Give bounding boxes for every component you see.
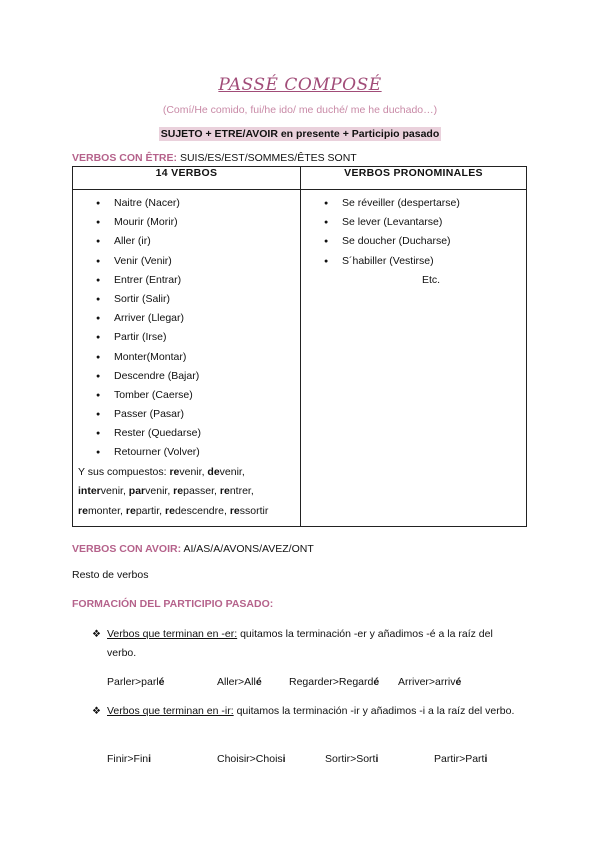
- rule-er-text: quitamos la terminación -er y añadimos -é a la raíz del verbo.: [107, 628, 493, 659]
- compuesto-word: redescendre: [165, 504, 224, 517]
- verb-list-item: ● Arriver (Llegar): [74, 309, 299, 328]
- verbs-list: [74, 194, 299, 463]
- verb-list-item: ● Monter(Montar): [74, 348, 299, 367]
- col-header-pronominales: VERBOS PRONOMINALES: [301, 167, 527, 190]
- compuesto-word: devenir: [207, 465, 242, 478]
- cell-pronominales: [301, 190, 527, 527]
- compuestos-intro: Y sus compuestos:: [78, 465, 170, 478]
- page-title: PASSÉ COMPOSÉ: [218, 75, 382, 95]
- verb-list-item: ● Entrer (Entrar): [74, 271, 299, 290]
- verb-list-item: ● Aller (ir): [74, 232, 299, 251]
- table-header-row: [73, 167, 527, 190]
- participle-example: Arriver>arrivé: [398, 676, 462, 688]
- verb-list-item: ● Tomber (Caerse): [74, 386, 299, 405]
- verb-list-item: ● Sortir (Salir): [74, 290, 299, 309]
- verb-list-item: ● Retourner (Volver): [74, 443, 299, 462]
- diamond-bullet-icon: ❖: [92, 629, 101, 640]
- compuesto-word: repartir: [125, 504, 160, 517]
- compuesto-word: repasser: [173, 485, 215, 498]
- participle-example: Partir>Parti: [434, 753, 488, 765]
- verb-list-item: ● Mourir (Morir): [74, 213, 299, 232]
- pronominal-list: [302, 194, 525, 271]
- compuesto-word: revenir: [169, 465, 202, 478]
- resto-text: Resto de verbos: [72, 569, 149, 581]
- avoir-forms: AI/AS/A/AVONS/AVEZ/ONT: [183, 543, 314, 555]
- pronominal-list-item: ● Se lever (Levantarse): [302, 213, 525, 232]
- cell-14-verbos: [73, 190, 301, 527]
- compuesto-word: remonter: [78, 504, 121, 517]
- rule-ir-heading: Verbos que terminan en -ir:: [107, 705, 234, 717]
- verb-list-item: ● Rester (Quedarse): [74, 424, 299, 443]
- col-header-14-verbos: 14 VERBOS: [73, 167, 301, 190]
- verb-list-item: ● Partir (Irse): [74, 328, 299, 347]
- pronominal-list-item: ● Se réveiller (despertarse): [302, 194, 525, 213]
- formacion-heading: FORMACIÓN DEL PARTICIPIO PASADO:: [72, 598, 274, 610]
- avoir-section-heading: [72, 543, 314, 555]
- etre-section-heading: [72, 152, 357, 164]
- participle-example: Finir>Fini: [107, 753, 152, 765]
- compuesto-word: intervenir: [78, 485, 123, 498]
- verb-list-item: ● Descendre (Bajar): [74, 367, 299, 386]
- compuesto-word: parvenir: [128, 485, 168, 498]
- formula-line: [0, 127, 600, 141]
- participle-example: Choisir>Choisi: [217, 753, 286, 765]
- participle-example: Sortir>Sorti: [325, 753, 379, 765]
- formula-highlight: SUJETO + ETRE/AVOIR en presente + Participio pasado: [160, 128, 440, 140]
- compuestos-text: Y sus compuestos: revenir, devenir, intervenir, parvenir, repasser, rentrer, remonter, repartir, redescendre, ressortir: [78, 465, 269, 517]
- verb-list-item: ● Passer (Pasar): [74, 405, 299, 424]
- rule-ir-text: quitamos la terminación -ir y añadimos -i a la raíz del verbo.: [233, 705, 515, 717]
- verb-list-item: ● Naitre (Nacer): [74, 194, 299, 213]
- verb-list-item: ● Venir (Venir): [74, 252, 299, 271]
- avoir-label: VERBOS CON AVOIR:: [72, 543, 182, 555]
- compuesto-word: ressortir: [229, 504, 269, 517]
- etre-forms: SUIS/ES/EST/SOMMES/ÊTES SONT: [179, 152, 357, 164]
- rule-ir: [92, 702, 522, 721]
- table-body-row: [73, 190, 527, 527]
- compuesto-word: rentrer: [219, 485, 251, 498]
- pronominal-list-item: ● S´habiller (Vestirse): [302, 252, 525, 271]
- participle-example: Regarder>Regardé: [289, 676, 380, 688]
- rule-er-heading: Verbos que terminan en -er:: [107, 628, 238, 640]
- etc-label: Etc.: [422, 273, 441, 286]
- etre-label: VERBOS CON ÊTRE:: [72, 152, 178, 164]
- participle-example: Parler>parlé: [107, 676, 165, 688]
- verbs-table: [72, 166, 527, 527]
- diamond-bullet-icon: ❖: [92, 706, 101, 717]
- participle-example: Aller>Allé: [217, 676, 262, 688]
- rule-er: [92, 625, 522, 663]
- page-subtitle: (Comí/He comido, fui/he ido/ me duché/ me he duchado…): [162, 104, 438, 116]
- pronominal-list-item: ● Se doucher (Ducharse): [302, 232, 525, 251]
